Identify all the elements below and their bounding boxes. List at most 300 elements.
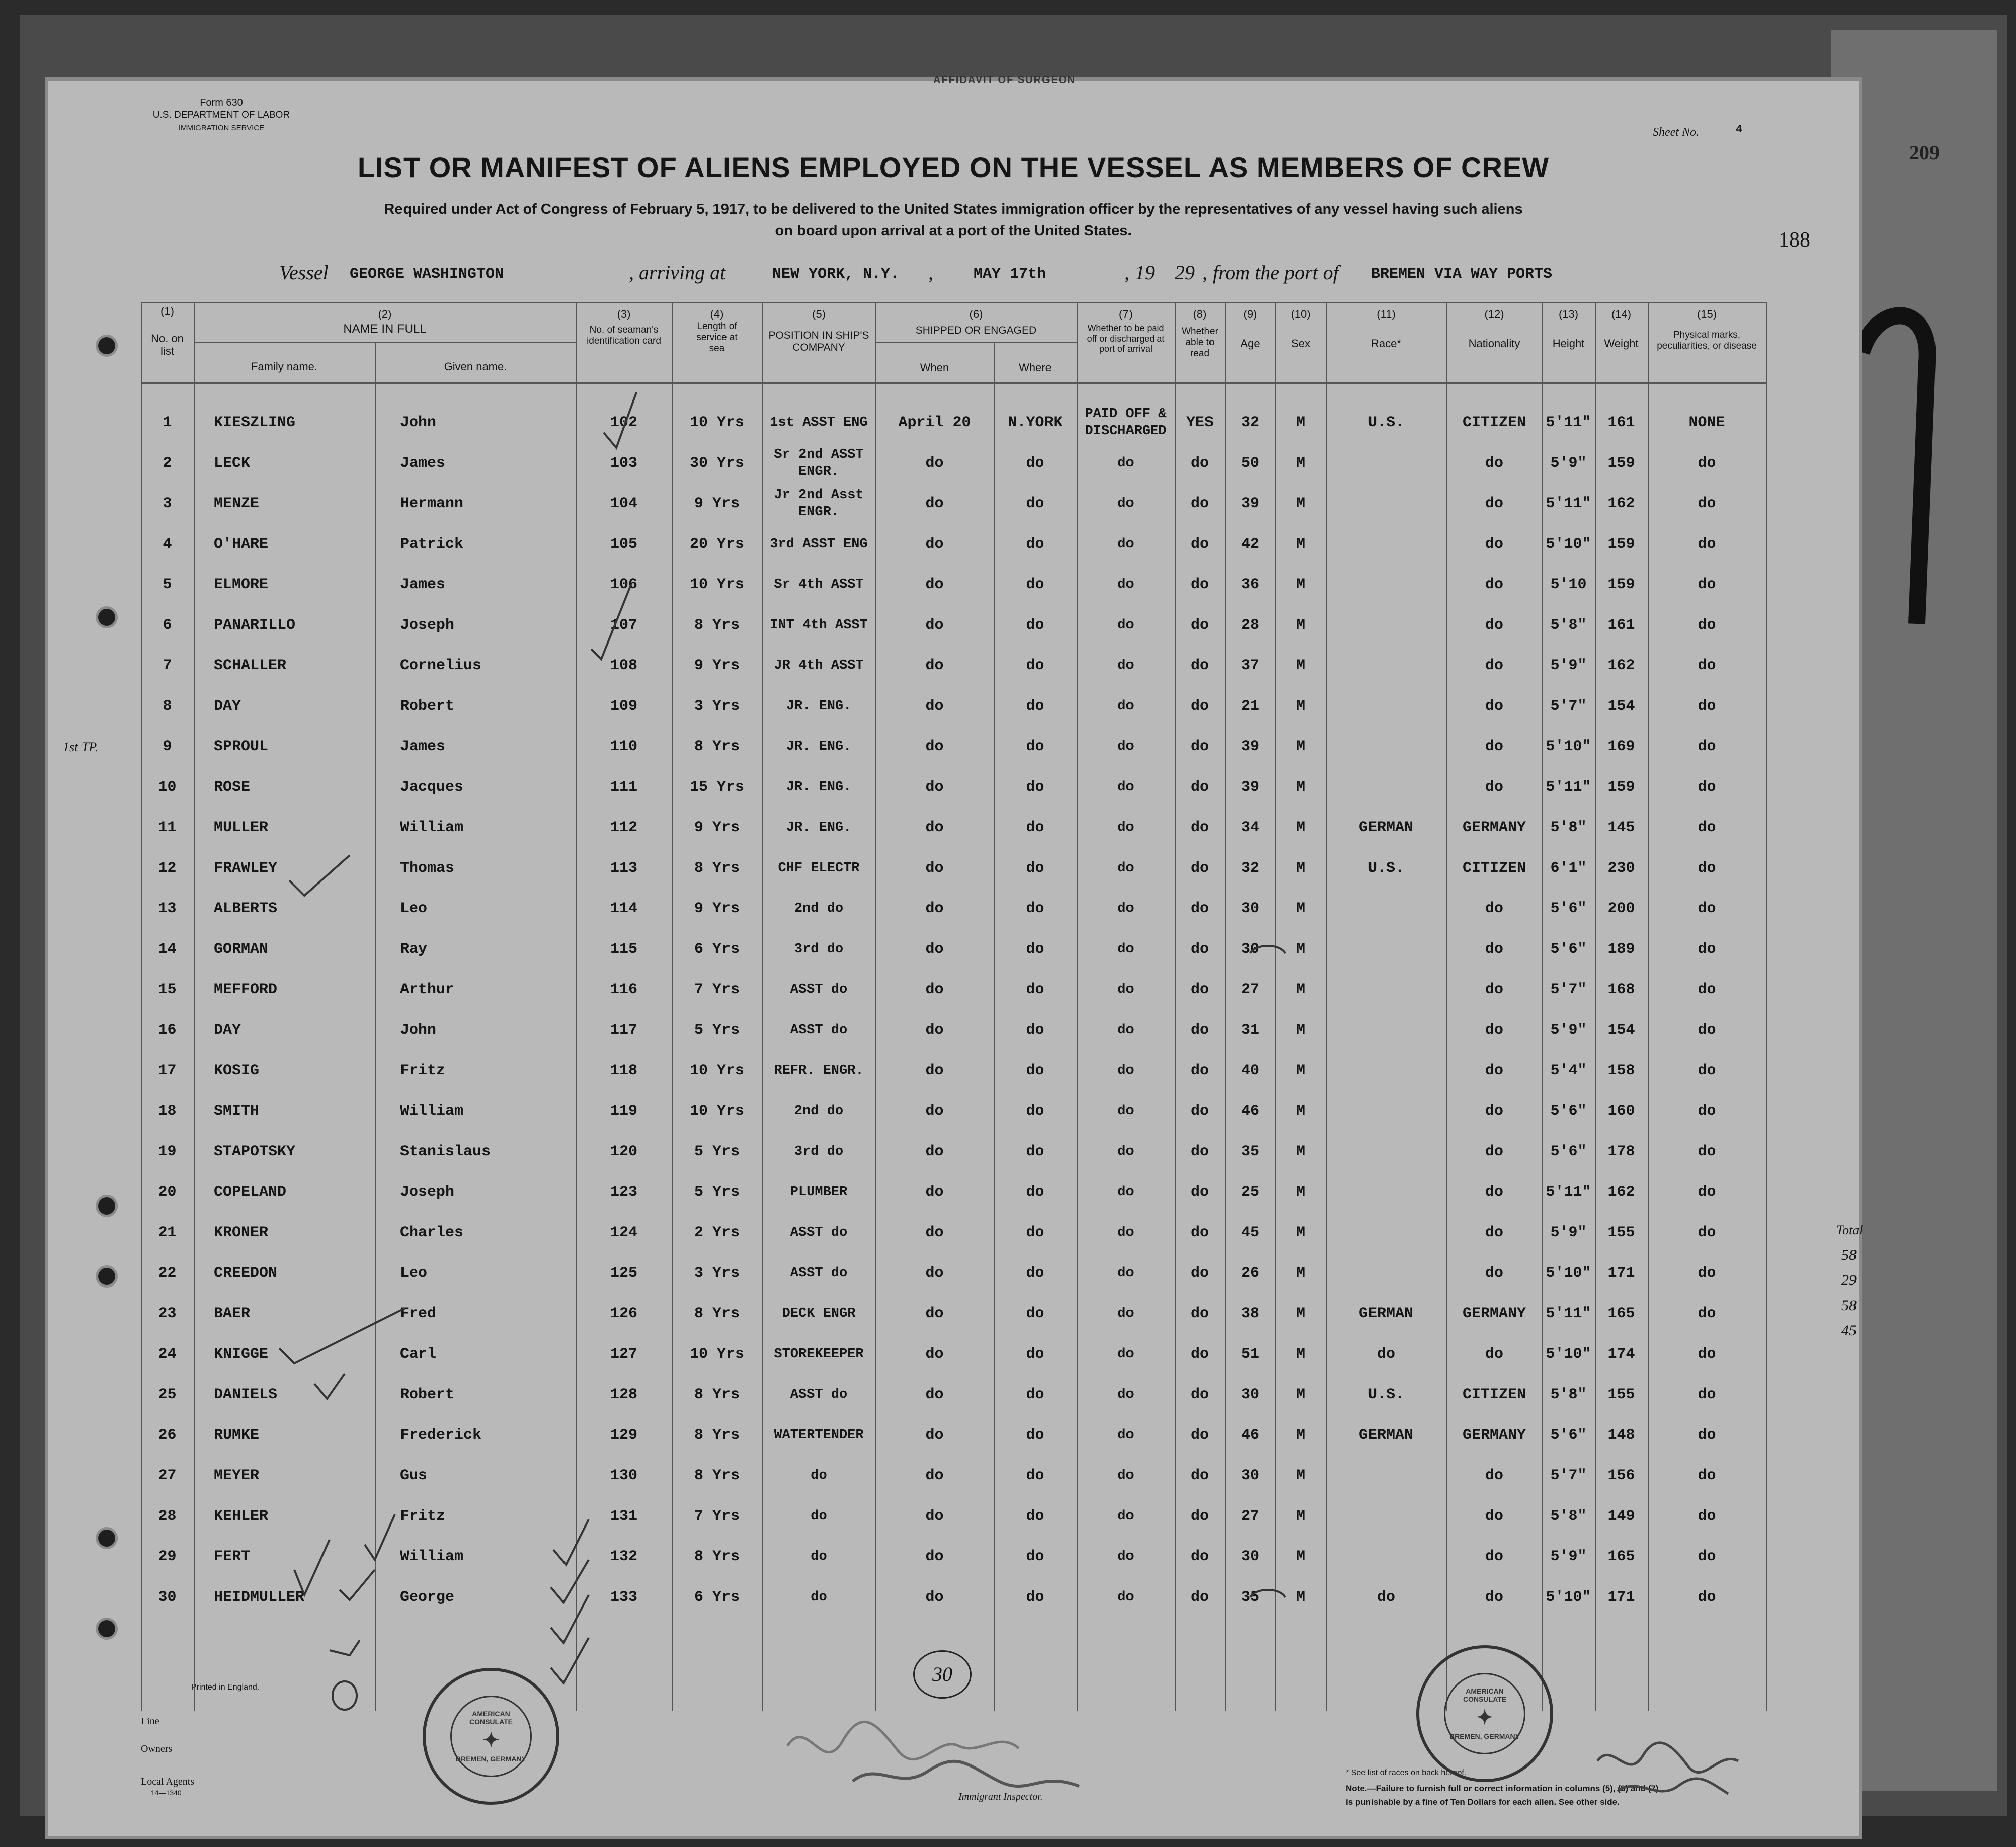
cell-nationality: GERMANY (1462, 1305, 1526, 1322)
cell-where: do (1026, 495, 1044, 512)
cell-position: do (811, 1549, 827, 1564)
cell-where: do (1026, 616, 1044, 634)
cell-weight: 165 (1607, 1548, 1635, 1565)
cell-where: do (1026, 900, 1044, 917)
col-num-5: (5) (812, 308, 826, 320)
cell-sex: M (1296, 1507, 1305, 1525)
cell-weight: 155 (1607, 1386, 1635, 1403)
cell-marks: do (1698, 576, 1716, 593)
cell-height: 5'11" (1546, 495, 1591, 512)
table-row (48, 565, 1859, 605)
cell-service: 9 Yrs (694, 657, 740, 674)
cell-height: 5'10" (1546, 1588, 1591, 1606)
table-row (48, 929, 1859, 970)
cell-family: GORMAN (214, 940, 269, 958)
cell-nationality: do (1485, 900, 1503, 917)
cell-card: 130 (610, 1467, 637, 1484)
cell-where: do (1026, 697, 1044, 715)
comma-separator: , (928, 261, 933, 284)
cell-service: 3 Yrs (694, 1264, 740, 1282)
cell-age: 30 (1241, 900, 1259, 917)
cell-sex: M (1296, 1386, 1305, 1403)
cell-family: MENZE (214, 495, 260, 512)
cell-service: 8 Yrs (694, 1467, 740, 1484)
col-num-12: (12) (1484, 308, 1504, 320)
cell-age: 34 (1241, 819, 1259, 836)
cell-paid: do (1117, 1508, 1134, 1524)
cell-position: JR. ENG. (786, 698, 852, 714)
cell-age: 30 (1241, 1467, 1259, 1484)
cell-read: do (1190, 1507, 1209, 1525)
header-sex: Sex (1291, 337, 1310, 350)
cell-weight: 145 (1607, 819, 1635, 836)
cell-age: 26 (1241, 1264, 1259, 1282)
cell-paid: do (1117, 1184, 1134, 1200)
cell-position: Sr 4th ASST (774, 577, 864, 592)
cell-sex: M (1296, 1548, 1305, 1565)
from-port-label: , from the port of (1202, 261, 1339, 284)
col-num-7: (7) (1119, 308, 1133, 320)
cell-card: 103 (610, 454, 637, 472)
cell-position: 3rd ASST ENG (770, 536, 868, 552)
cell-marks: do (1698, 859, 1716, 877)
line-label: Line (141, 1716, 159, 1727)
cell-card: 123 (610, 1183, 637, 1201)
cell-weight: 171 (1607, 1588, 1635, 1606)
cell-family: KNIGGE (214, 1345, 269, 1363)
table-row (48, 686, 1859, 727)
consulate-stamp-left (423, 1668, 559, 1805)
cell-paid: do (1117, 1063, 1134, 1078)
cell-height: 5'9" (1550, 657, 1587, 674)
cell-sex: M (1296, 414, 1305, 431)
cell-family: BAER (214, 1305, 251, 1322)
cell-read: do (1190, 495, 1209, 512)
cell-given: James (400, 454, 446, 472)
cell-where: do (1026, 1588, 1044, 1606)
cell-card: 109 (610, 697, 637, 715)
cell-nationality: do (1485, 1507, 1503, 1525)
cell-no: 24 (158, 1345, 177, 1363)
cell-no: 18 (158, 1102, 177, 1120)
cell-weight: 178 (1607, 1143, 1635, 1160)
department-name: U.S. DEPARTMENT OF LABOR (152, 110, 290, 120)
cell-age: 50 (1241, 454, 1259, 472)
header-weight: Weight (1604, 337, 1639, 350)
cell-no: 21 (158, 1224, 177, 1241)
cell-age: 40 (1241, 1062, 1259, 1079)
cell-nationality: do (1485, 1102, 1503, 1120)
stamp-text-top: AMERICAN CONSULATE (469, 1710, 513, 1726)
cell-marks: do (1698, 1467, 1716, 1484)
cell-family: DANIELS (214, 1386, 278, 1403)
cell-no: 19 (158, 1143, 177, 1160)
cell-family: PANARILLO (214, 616, 296, 634)
cell-when: do (925, 738, 944, 755)
cell-marks: do (1698, 1426, 1716, 1444)
cell-race: U.S. (1367, 859, 1404, 877)
cell-nationality: do (1485, 697, 1503, 715)
sheet-number: 4 (1736, 123, 1743, 136)
cell-paid: do (1117, 1387, 1134, 1402)
cell-family: FRAWLEY (214, 859, 278, 877)
binder-hole (98, 609, 115, 626)
cell-position: JR. ENG. (786, 779, 852, 795)
cell-marks: do (1698, 1588, 1716, 1606)
tally-value: 45 (1841, 1322, 1857, 1339)
cell-position: JR. ENG. (786, 739, 852, 754)
cell-race (1326, 1091, 1446, 1132)
table-row (48, 1172, 1859, 1213)
table-row (48, 1375, 1859, 1415)
cell-family: KOSIG (214, 1062, 260, 1079)
cell-paid: do (1117, 1022, 1134, 1038)
cell-card: 128 (610, 1386, 637, 1403)
cell-height: 5'6" (1550, 1102, 1587, 1120)
cell-marks: do (1698, 1143, 1716, 1160)
cell-given: Cornelius (400, 657, 482, 674)
cell-sex: M (1296, 616, 1305, 634)
cell-age: 36 (1241, 576, 1259, 593)
cell-age: 30 (1241, 1548, 1259, 1565)
cell-age: 30 (1241, 1386, 1259, 1403)
cell-where: do (1026, 1062, 1044, 1079)
owners-label: Owners (141, 1743, 173, 1754)
cell-weight: 200 (1607, 900, 1635, 917)
table-row (48, 970, 1859, 1010)
cell-position: ASST do (790, 1265, 848, 1281)
cell-weight: 149 (1607, 1507, 1635, 1525)
cell-service: 2 Yrs (694, 1224, 740, 1241)
cell-paid: do (1117, 779, 1134, 795)
cell-no: 22 (158, 1264, 177, 1282)
cell-family: MULLER (214, 819, 269, 836)
cell-when: April 20 (898, 414, 971, 431)
cell-card: 117 (610, 1021, 637, 1039)
table-row (48, 484, 1859, 524)
cell-family: SCHALLER (214, 657, 287, 674)
cell-height: 5'7" (1550, 981, 1587, 998)
cell-paid: do (1117, 1144, 1134, 1159)
cell-position: do (811, 1468, 827, 1483)
col-num-13: (13) (1558, 308, 1579, 320)
cell-race (1326, 1456, 1446, 1496)
cell-no: 2 (163, 454, 172, 472)
cell-paid: do (1117, 1468, 1134, 1483)
cell-no: 3 (163, 495, 172, 512)
cell-height: 5'6" (1550, 900, 1587, 917)
cell-where: do (1026, 657, 1044, 674)
cell-race (1326, 889, 1446, 929)
cell-height: 5'11" (1546, 778, 1591, 796)
cell-given: Jacques (400, 778, 464, 796)
cell-family: O'HARE (214, 535, 269, 553)
cell-nationality: do (1485, 495, 1503, 512)
cell-read: do (1190, 616, 1209, 634)
cell-card: 112 (610, 819, 637, 836)
cell-card: 115 (610, 940, 637, 958)
cell-read: do (1190, 1305, 1209, 1322)
cell-height: 5'11" (1546, 1183, 1591, 1201)
cell-marks: do (1698, 1021, 1716, 1039)
cell-paid: do (1117, 941, 1134, 957)
cell-where: do (1026, 859, 1044, 877)
cell-no: 15 (158, 981, 177, 998)
cell-age: 30 (1241, 940, 1259, 958)
cell-service: 8 Yrs (694, 1548, 740, 1565)
cell-service: 30 Yrs (689, 454, 745, 472)
subtitle-line-2: on board upon arrival at a port of the United States. (775, 223, 1132, 239)
cell-service: 9 Yrs (694, 495, 740, 512)
cell-height: 5'6" (1550, 1426, 1587, 1444)
cell-weight: 154 (1607, 1021, 1635, 1039)
cell-given: Fritz (400, 1062, 446, 1079)
cell-position: STOREKEEPER (774, 1346, 864, 1362)
cell-where: do (1026, 535, 1044, 553)
cell-height: 5'6" (1550, 940, 1587, 958)
cell-family: DAY (214, 697, 241, 715)
col-num-9: (9) (1243, 308, 1257, 320)
cell-read: do (1190, 1386, 1209, 1403)
cell-no: 29 (158, 1548, 177, 1565)
page-stamp-number: 209 (1909, 141, 1940, 164)
cell-where: do (1026, 1224, 1044, 1241)
cell-given: Fred (400, 1305, 437, 1322)
header-age: Age (1240, 337, 1260, 350)
cell-position: JR. ENG. (786, 820, 852, 835)
binder-hole (98, 1530, 115, 1547)
cell-no: 13 (158, 900, 177, 917)
cell-race: GERMAN (1358, 1426, 1414, 1444)
cell-position: ASST do (790, 1225, 848, 1240)
cell-sex: M (1296, 1062, 1305, 1079)
cell-age: 32 (1241, 414, 1259, 431)
inspector-label: Immigrant Inspector. (958, 1791, 1043, 1802)
cell-sex: M (1296, 1143, 1305, 1160)
cell-card: 126 (610, 1305, 637, 1322)
cell-card: 111 (610, 778, 637, 796)
cell-when: do (925, 535, 944, 553)
cell-position: PLUMBER (790, 1184, 848, 1200)
cell-given: Charles (400, 1224, 464, 1241)
cell-paid: do (1117, 1549, 1134, 1564)
cell-service: 5 Yrs (694, 1183, 740, 1201)
cell-given: Thomas (400, 859, 455, 877)
cell-card: 120 (610, 1143, 637, 1160)
cell-height: 5'9" (1550, 1021, 1587, 1039)
cell-marks: do (1698, 819, 1716, 836)
cell-read: do (1190, 1588, 1209, 1606)
cell-given: James (400, 738, 446, 755)
year: 29 (1175, 261, 1195, 284)
cell-where: do (1026, 1102, 1044, 1120)
cell-given: John (400, 414, 437, 431)
cell-race (1326, 605, 1446, 646)
cell-marks: do (1698, 981, 1716, 998)
cell-where: N.YORK (1008, 414, 1063, 431)
cell-service: 8 Yrs (694, 1426, 740, 1444)
cell-marks: do (1698, 778, 1716, 796)
cell-nationality: GERMANY (1462, 819, 1526, 836)
cell-age: 39 (1241, 738, 1259, 755)
table-row (48, 1334, 1859, 1375)
cell-age: 37 (1241, 657, 1259, 674)
cell-position: ASST do (790, 1387, 848, 1402)
cell-where: do (1026, 1386, 1044, 1403)
cell-given: William (400, 819, 464, 836)
cell-no: 12 (158, 859, 177, 877)
cell-read: do (1190, 778, 1209, 796)
cell-weight: 174 (1607, 1345, 1635, 1363)
cell-card: 124 (610, 1224, 637, 1241)
cell-family: STAPOTSKY (214, 1143, 296, 1160)
cell-race (1326, 646, 1446, 686)
table-row (48, 1456, 1859, 1496)
cell-service: 10 Yrs (689, 1102, 745, 1120)
cell-card: 107 (610, 616, 637, 634)
cell-no: 30 (158, 1588, 177, 1606)
cell-race (1326, 686, 1446, 727)
cell-card: 133 (610, 1588, 637, 1606)
cell-given: James (400, 576, 446, 593)
cell-sex: M (1296, 1264, 1305, 1282)
header-nationality: Nationality (1468, 337, 1520, 350)
cell-sex: M (1296, 1305, 1305, 1322)
cell-service: 7 Yrs (694, 981, 740, 998)
header-physical-marks: Physical marks, peculiarities, or disease (1657, 330, 1757, 351)
cell-age: 31 (1241, 1021, 1259, 1039)
cell-sex: M (1296, 657, 1305, 674)
cell-when: do (925, 1548, 944, 1565)
cell-marks: do (1698, 1548, 1716, 1565)
cell-given: Arthur (400, 981, 455, 998)
cell-position: Jr 2nd Asst ENGR. (774, 488, 864, 520)
cell-nationality: do (1485, 1224, 1503, 1241)
cell-age: 28 (1241, 616, 1259, 634)
cell-paid: do (1117, 1265, 1134, 1281)
cell-race (1326, 443, 1446, 484)
cell-nationality: CITIZEN (1462, 414, 1526, 431)
cell-sex: M (1296, 495, 1305, 512)
cell-paid: do (1117, 455, 1134, 471)
cell-service: 8 Yrs (694, 1386, 740, 1403)
table-row (48, 1537, 1859, 1577)
cell-where: do (1026, 1021, 1044, 1039)
cell-weight: 162 (1607, 495, 1635, 512)
header-name-in-full: NAME IN FULL (343, 322, 427, 336)
stamp-text-bottom: BREMEN, GERMANY (1449, 1732, 1520, 1740)
cell-read: do (1190, 1102, 1209, 1120)
page-number-secondary: 188 (1779, 228, 1810, 252)
cell-service: 6 Yrs (694, 940, 740, 958)
cell-race (1326, 565, 1446, 605)
cell-sex: M (1296, 1345, 1305, 1363)
penalty-note-1: Note.—Failure to furnish full or correct information in columns (5), (8) and (7) (1346, 1784, 1659, 1793)
cell-height: 5'9" (1550, 454, 1587, 472)
table-row (48, 889, 1859, 929)
cell-weight: 189 (1607, 940, 1635, 958)
cell-nationality: do (1485, 1345, 1503, 1363)
cell-no: 10 (158, 778, 177, 796)
cell-service: 10 Yrs (689, 414, 745, 431)
year-prefix: , 19 (1124, 261, 1155, 284)
cell-age: 27 (1241, 981, 1259, 998)
cell-sex: M (1296, 778, 1305, 796)
cell-marks: do (1698, 1224, 1716, 1241)
cell-height: 5'9" (1550, 1224, 1587, 1241)
cell-given: Gus (400, 1467, 428, 1484)
table-row (48, 1213, 1859, 1253)
cell-paid: do (1117, 577, 1134, 592)
cell-height: 5'10" (1546, 535, 1591, 553)
cell-read: do (1190, 1062, 1209, 1079)
cell-sex: M (1296, 940, 1305, 958)
cell-nationality: do (1485, 657, 1503, 674)
header-no-on-list: No. on list (151, 332, 184, 358)
cell-race (1326, 767, 1446, 808)
stamp-text-top: AMERICAN CONSULATE (1463, 1687, 1507, 1703)
cell-paid: do (1117, 1346, 1134, 1362)
cell-when: do (925, 1143, 944, 1160)
header-height: Height (1552, 337, 1585, 350)
table-row (48, 727, 1859, 767)
table-row (48, 1010, 1859, 1051)
cell-where: do (1026, 1467, 1044, 1484)
cell-service: 5 Yrs (694, 1143, 740, 1160)
cell-marks: do (1698, 1345, 1716, 1363)
cell-read: do (1190, 940, 1209, 958)
cell-sex: M (1296, 1183, 1305, 1201)
eagle-seal-icon: ✦ (482, 1729, 500, 1751)
header-given-name: Given name. (444, 360, 507, 373)
tally-total-label: Total (1836, 1223, 1863, 1237)
cell-paid: do (1117, 496, 1134, 511)
page-title: LIST OR MANIFEST OF ALIENS EMPLOYED ON THE VESSEL AS MEMBERS OF CREW (357, 151, 1550, 183)
cell-read: do (1190, 819, 1209, 836)
header-family-name: Family name. (251, 360, 318, 373)
cell-marks: do (1698, 1183, 1716, 1201)
table-row (48, 443, 1859, 484)
cell-where: do (1026, 738, 1044, 755)
table-row (48, 1577, 1859, 1618)
cell-sex: M (1296, 1426, 1305, 1444)
cell-sex: M (1296, 819, 1305, 836)
cell-read: do (1190, 1224, 1209, 1241)
cell-family: CREEDON (214, 1264, 278, 1282)
cell-where: do (1026, 1345, 1044, 1363)
cell-when: do (925, 1021, 944, 1039)
cell-paid: do (1117, 901, 1134, 916)
cell-age: 25 (1241, 1183, 1259, 1201)
cell-card: 129 (610, 1426, 637, 1444)
cell-read: do (1190, 657, 1209, 674)
cell-read: do (1190, 454, 1209, 472)
table-row (48, 605, 1859, 646)
cell-height: 5'7" (1550, 697, 1587, 715)
cell-when: do (925, 495, 944, 512)
cell-position: 3rd do (794, 1144, 844, 1159)
binder-hole (98, 1268, 115, 1285)
cell-age: 51 (1241, 1345, 1259, 1363)
cell-age: 35 (1241, 1143, 1259, 1160)
sheet-label: Sheet No. (1653, 126, 1699, 139)
eagle-seal-icon: ✦ (1476, 1707, 1493, 1729)
cell-sex: M (1296, 535, 1305, 553)
cell-when: do (925, 1062, 944, 1079)
cell-given: Leo (400, 900, 428, 917)
header-able-read: Whether able to read (1182, 326, 1218, 359)
cell-no: 8 (163, 697, 172, 715)
